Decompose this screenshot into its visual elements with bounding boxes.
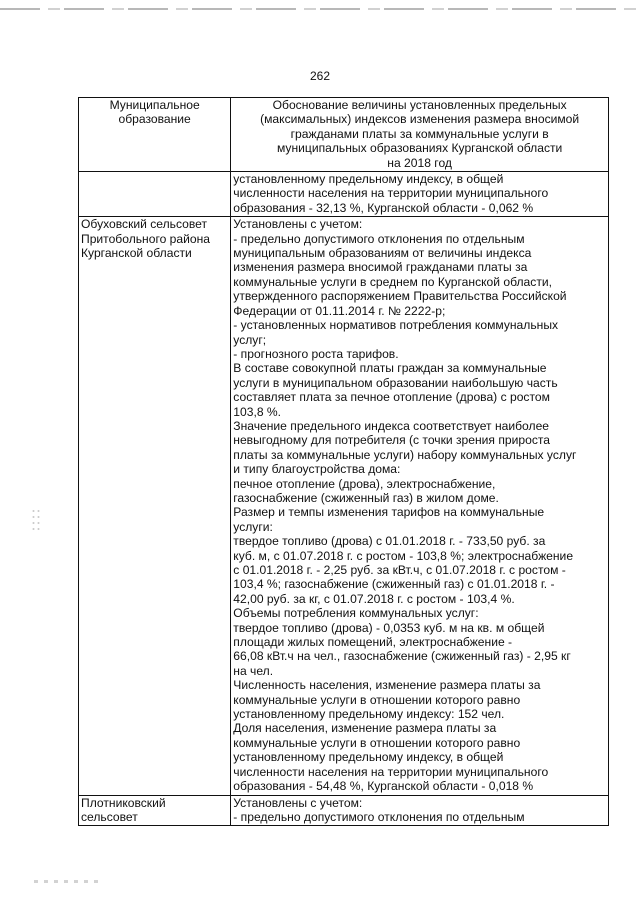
- text-line: Федерации от 01.11.2014 г. № 2222-р;: [233, 303, 446, 318]
- municipality-cell: [79, 217, 231, 795]
- municipality-cell: [79, 172, 231, 217]
- text-line: Объемы потребления коммунальных услуг:: [233, 606, 479, 621]
- text-line: коммунальные услуги в отношении которого равно: [233, 692, 521, 707]
- municipality-cell: [79, 795, 231, 826]
- municipality-line: Курганской области: [81, 246, 192, 261]
- text-line: образования - 32,13 %, Курганской области - 0,062 %: [233, 200, 534, 215]
- text-line: газоснабжение (сжиженный газ) в жилом доме.: [233, 490, 499, 505]
- header-justification-line: (максимальных) индексов изменения размера вносимой: [260, 112, 580, 127]
- table-header-row: [79, 98, 609, 172]
- text-line: - предельно допустимого отклонения по отдельным: [233, 809, 525, 824]
- header-municipality: [79, 98, 231, 172]
- text-line: площади жилых помещений, электроснабжение -: [233, 635, 513, 650]
- text-line: 42,00 руб. за кг, с 01.07.2018 г. с ростом - 103,4 %.: [233, 591, 515, 606]
- text-line: услуги:: [233, 519, 273, 534]
- text-line: - предельно допустимого отклонения по отдельным: [233, 231, 525, 246]
- text-line: Установлены с учетом:: [233, 795, 363, 810]
- text-line: 103,8 %.: [233, 404, 282, 419]
- justification-cell: [231, 217, 609, 795]
- text-line: - прогнозного роста тарифов.: [233, 346, 399, 361]
- text-line: коммунальные услуги в отношении которого равно: [233, 735, 521, 750]
- scan-artifact: [31, 508, 41, 534]
- text-line: установленному предельному индексу: 152 чел.: [233, 707, 505, 722]
- text-line: муниципальным образованиям от величины индекса: [233, 246, 532, 261]
- text-line: - установленных нормативов потребления коммунальных: [233, 318, 559, 333]
- text-line: установленному предельному индексу, в общей: [233, 750, 504, 765]
- table-row-plotnikovsky: [79, 795, 609, 826]
- text-line: и типу благоустройства дома:: [233, 462, 401, 477]
- text-line: печное отопление (дрова), электроснабжение,: [233, 476, 496, 491]
- text-line: 103,4 %; газоснабжение (сжиженный газ) с 01.01.2018 г. -: [233, 577, 555, 592]
- text-line: 66,08 кВт.ч на чел., газоснабжение (сжиженный газ) - 2,95 кг: [233, 649, 571, 664]
- text-line: образования - 54,48 %, Курганской области - 0,018 %: [233, 779, 534, 794]
- text-line: Численность населения, изменение размера платы за: [233, 678, 541, 693]
- text-line: изменения размера вносимой гражданами платы за: [233, 260, 528, 275]
- table-row-continuation: [79, 172, 609, 217]
- municipality-line: Притобольного района: [81, 231, 211, 246]
- municipality-line: Плотниковский: [81, 795, 166, 810]
- text-line: платы за коммунальные услуги) набору коммунальных услуг: [233, 447, 577, 462]
- text-line: невыгодному для потребителя (с точки зрения прироста: [233, 433, 550, 448]
- text-line: услуги в муниципальном образовании наибольшую часть: [233, 375, 558, 390]
- text-line: на чел.: [233, 663, 274, 678]
- text-line: Значение предельного индекса соответствует наиболее: [233, 418, 550, 433]
- text-line: установленному предельному индексу, в общей: [233, 172, 504, 187]
- text-line: численности населения на территории муниципального: [233, 764, 549, 779]
- municipality-line: Обуховский сельсовет: [81, 217, 208, 232]
- header-justification-line: Обоснование величины установленных предельных: [272, 98, 567, 112]
- municipality-line: сельсовет: [81, 809, 138, 824]
- text-line: утвержденного распоряжением Правительства Российской: [233, 289, 567, 304]
- text-line: с 01.01.2018 г. - 2,25 руб. за кВт.ч, с 01.07.2018 г. с ростом -: [233, 563, 566, 577]
- tariff-justification-table: [78, 97, 609, 826]
- header-municipality-line: Муниципальное: [109, 98, 200, 112]
- text-line: Размер и темпы изменения тарифов на коммунальные: [233, 505, 545, 520]
- text-line: твердое топливо (дрова) - 0,0353 куб. м на кв. м общей: [233, 620, 545, 635]
- text-line: Доля населения, изменение размера платы за: [233, 721, 497, 736]
- justification-cell: [231, 172, 609, 217]
- text-line: куб. м, с 01.07.2018 г. с ростом - 103,8 %; электроснабжение: [233, 548, 574, 563]
- text-line: численности населения на территории муниципального: [233, 186, 549, 201]
- text-line: услуг;: [233, 332, 267, 347]
- text-line: твердое топливо (дрова) с 01.01.2018 г. - 733,50 руб. за: [233, 534, 546, 549]
- text-line: составляет плата за печное отопление (дрова) с ростом: [233, 390, 550, 405]
- scan-artifact: [34, 880, 104, 883]
- header-justification-line: муниципальных образованиях Курганской области: [276, 141, 563, 156]
- header-justification-line: гражданами платы за коммунальные услуги в: [290, 126, 549, 141]
- page-number: 262: [309, 69, 331, 83]
- text-line: коммунальные услуги в среднем по Курганской области,: [233, 274, 552, 289]
- scan-top-edge: [0, 8, 640, 10]
- header-municipality-line: образование: [118, 112, 191, 127]
- text-line: В составе совокупной платы граждан за коммунальные: [233, 361, 547, 376]
- header-justification: [231, 98, 609, 172]
- header-justification-line: на 2018 год: [387, 155, 452, 170]
- table-row-obukhovsky: [79, 217, 609, 795]
- justification-cell: [231, 795, 609, 826]
- text-line: Установлены с учетом:: [233, 217, 363, 232]
